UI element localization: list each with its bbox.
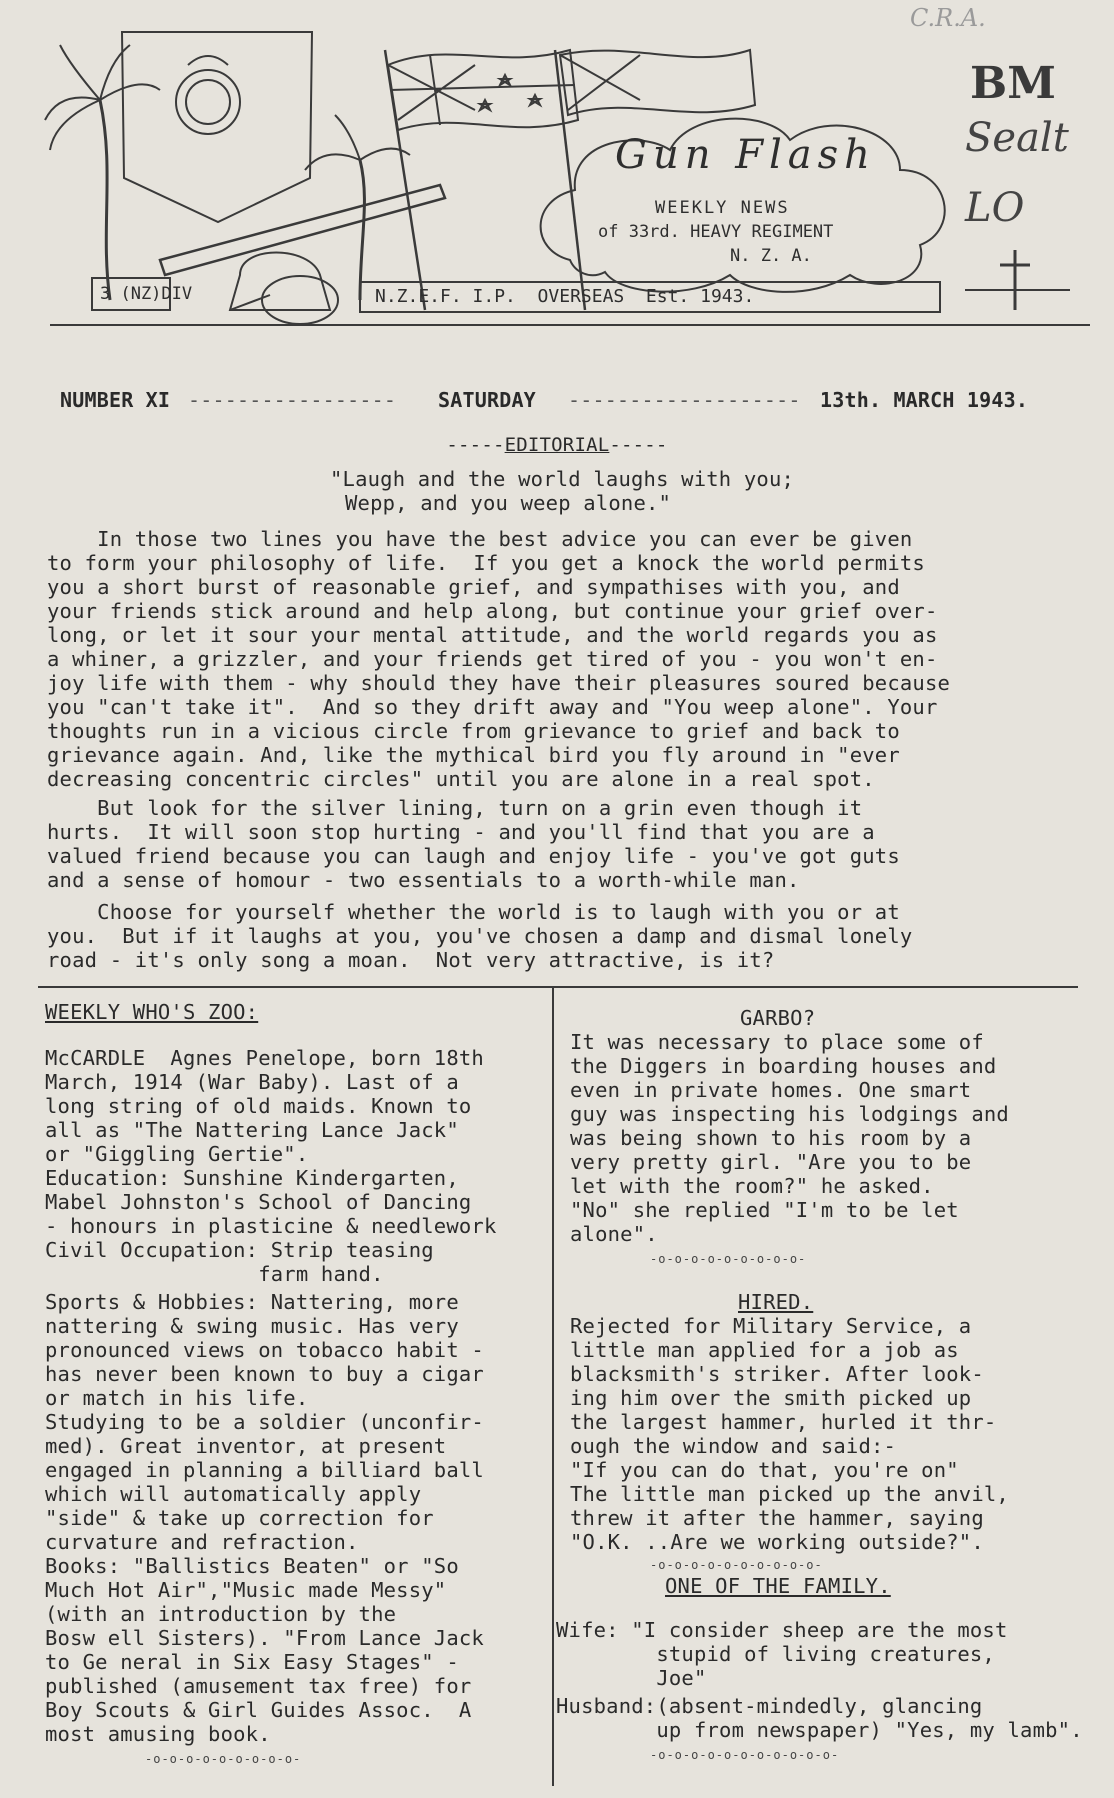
family-line: Husband:(absent-mindedly, glancing [556, 1694, 983, 1718]
column-divider [552, 986, 554, 1786]
whos-zoo-line: or "Giggling Gertie". [45, 1142, 309, 1166]
editorial-line: and a sense of homour - two essentials to a worth-while man. [47, 868, 800, 892]
editorial-line: you. But if it laughs at you, you've chosen a damp and dismal lonely [47, 924, 913, 948]
masthead-banner: N.Z.E.F. I.P. OVERSEAS Est. 1943. [375, 286, 755, 307]
garbo-line: very pretty girl. "Are you to be [570, 1150, 972, 1174]
whos-zoo-line: published (amusement tax free) for [45, 1674, 472, 1698]
masthead-subtitle-weekly: WEEKLY NEWS [655, 198, 790, 218]
whos-zoo-line: Education: Sunshine Kindergarten, [45, 1166, 459, 1190]
garbo-heading: GARBO? [740, 1006, 816, 1030]
masthead-division: 3 (NZ)DIV [100, 284, 193, 304]
family-line: Wife: "I consider sheep are the most [556, 1618, 1008, 1642]
editorial-line: a whiner, a grizzler, and your friends get tired of you - you won't en- [47, 647, 938, 671]
editorial-line: you "can't take it". And so they drift away and "You weep alone". Your [47, 695, 938, 719]
masthead-title: Gun Flash [615, 132, 876, 178]
whos-zoo-line: Sports & Hobbies: Nattering, more [45, 1290, 459, 1314]
whos-zoo-separator: -o-o-o-o-o-o-o-o-o- [145, 1752, 302, 1766]
garbo-line: was being shown to his room by a [570, 1126, 972, 1150]
hired-line: blacksmith's striker. After look- [570, 1362, 984, 1386]
garbo-line: guy was inspecting his lodgings and [570, 1102, 1009, 1126]
garbo-line: even in private homes. One smart [570, 1078, 972, 1102]
whos-zoo-line: most amusing book. [45, 1722, 271, 1746]
whos-zoo-line: (with an introduction by the [45, 1602, 397, 1626]
editorial-line: decreasing concentric circles" until you are alone in a real spot. [47, 767, 875, 791]
editorial-line: hurts. It will soon stop hurting - and you'll find that you are a [47, 820, 875, 844]
editorial-heading: -----EDITORIAL----- [446, 434, 668, 456]
garbo-line: alone". [570, 1222, 658, 1246]
whos-zoo-line: which will automatically apply [45, 1482, 422, 1506]
masthead-illustration [30, 10, 1090, 365]
editorial-quote-line-2: Wepp, and you weep alone." [345, 491, 672, 515]
masthead-subtitle-nza: N. Z. A. [730, 246, 812, 266]
whos-zoo-line: Books: "Ballistics Beaten" or "So [45, 1554, 459, 1578]
whos-zoo-line: - honours in plasticine & needlework [45, 1214, 497, 1238]
editorial-line: valued friend because you can laugh and enjoy life - you've got guts [47, 844, 900, 868]
masthead-subtitle-regiment: of 33rd. HEAVY REGIMENT [598, 222, 834, 242]
whos-zoo-line: Civil Occupation: Strip teasing [45, 1238, 434, 1262]
whos-zoo-line: has never been known to buy a cigar [45, 1362, 484, 1386]
editorial-line: long, or let it sour your mental attitude, and the world regards you as [47, 623, 938, 647]
issue-date: 13th. MARCH 1943. [820, 388, 1029, 412]
garbo-line: It was necessary to place some of [570, 1030, 984, 1054]
whos-zoo-line: McCARDLE Agnes Penelope, born 18th [45, 1046, 484, 1070]
garbo-line: "No" she replied "I'm to be let [570, 1198, 959, 1222]
editorial-line: you a short burst of reasonable grief, and sympathises with you, and [47, 575, 900, 599]
whos-zoo-line: engaged in planning a billiard ball [45, 1458, 484, 1482]
family-line: up from newspaper) "Yes, my lamb". [556, 1718, 1083, 1742]
issue-day: SATURDAY [438, 388, 536, 412]
editorial-line: joy life with them - why should they have their pleasures soured because [47, 671, 951, 695]
whos-zoo-line: med). Great inventor, at present [45, 1434, 447, 1458]
family-heading: ONE OF THE FAMILY. [665, 1574, 891, 1598]
garbo-separator: -o-o-o-o-o-o-o-o-o- [650, 1252, 807, 1266]
handwritten-note-bm: BM [970, 58, 1056, 109]
editorial-line: In those two lines you have the best advice you can ever be given [47, 527, 913, 551]
crest-shield [122, 32, 312, 222]
whos-zoo-line: Much Hot Air","Music made Messy" [45, 1578, 447, 1602]
hired-line: ing him over the smith picked up [570, 1386, 972, 1410]
hired-line: "If you can do that, you're on" [570, 1458, 959, 1482]
whos-zoo-heading: WEEKLY WHO'S ZOO: [45, 1000, 259, 1024]
section-divider [38, 986, 1078, 988]
garbo-line: let with the room?" he asked. [570, 1174, 934, 1198]
editorial-line: grievance again. And, like the mythical bird you fly around in "ever [47, 743, 900, 767]
hired-line: the largest hammer, hurled it thr- [570, 1410, 997, 1434]
whos-zoo-line: to Ge neral in Six Easy Stages" - [45, 1650, 459, 1674]
whos-zoo-line: or match in his life. [45, 1386, 309, 1410]
handwritten-note-top: C.R.A. [910, 4, 986, 32]
hired-line: Rejected for Military Service, a [570, 1314, 972, 1338]
editorial-line: Choose for yourself whether the world is to laugh with you or at [47, 900, 900, 924]
handwritten-note-sealt: Sealt [965, 115, 1069, 161]
editorial-line: your friends stick around and help along, but continue your grief over- [47, 599, 938, 623]
garbo-line: the Diggers in boarding houses and [570, 1054, 997, 1078]
hired-line: little man applied for a job as [570, 1338, 959, 1362]
issue-number: NUMBER XI [60, 388, 171, 412]
whos-zoo-line: March, 1914 (War Baby). Last of a [45, 1070, 459, 1094]
whos-zoo-line: farm hand. [45, 1262, 384, 1286]
family-line: Joe" [556, 1666, 707, 1690]
whos-zoo-line: all as "The Nattering Lance Jack" [45, 1118, 459, 1142]
hired-line: The little man picked up the anvil, [570, 1482, 1009, 1506]
whos-zoo-line: Boy Scouts & Girl Guides Assoc. A [45, 1698, 472, 1722]
masthead [30, 4, 1090, 365]
whos-zoo-line: long string of old maids. Known to [45, 1094, 472, 1118]
hired-line: ough the window and said:- [570, 1434, 897, 1458]
hired-heading: HIRED. [738, 1290, 814, 1314]
hired-line: "O.K. ..Are we working outside?". [570, 1530, 984, 1554]
whos-zoo-line: pronounced views on tobacco habit - [45, 1338, 484, 1362]
whos-zoo-line: "side" & take up correction for [45, 1506, 434, 1530]
editorial-heading-text: EDITORIAL [504, 434, 610, 456]
issue-line-dashes-2: ------------------- [568, 388, 801, 412]
editorial-line: to form your philosophy of life. If you get a knock the world permits [47, 551, 925, 575]
hired-separator: -o-o-o-o-o-o-o-o-o-o- [650, 1558, 823, 1572]
whos-zoo-line: Bosw ell Sisters). "From Lance Jack [45, 1626, 484, 1650]
hired-line: threw it after the hammer, saying [570, 1506, 984, 1530]
whos-zoo-line: Studying to be a soldier (unconfir- [45, 1410, 484, 1434]
whos-zoo-line: curvature and refraction. [45, 1530, 359, 1554]
handwritten-note-lo: LO [965, 185, 1025, 231]
family-separator: -o-o-o-o-o-o-o-o-o-o-o- [650, 1748, 840, 1762]
editorial-line: thoughts run in a vicious circle from grievance to grief and back to [47, 719, 900, 743]
editorial-line: road - it's only song a moan. Not very attractive, is it? [47, 948, 775, 972]
editorial-line: But look for the silver lining, turn on a grin even though it [47, 796, 863, 820]
whos-zoo-line: Mabel Johnston's School of Dancing [45, 1190, 472, 1214]
issue-line-dashes-1: ----------------- [188, 388, 397, 412]
whos-zoo-line: nattering & swing music. Has very [45, 1314, 459, 1338]
family-line: stupid of living creatures, [556, 1642, 995, 1666]
editorial-quote-line-1: "Laugh and the world laughs with you; [330, 467, 795, 491]
